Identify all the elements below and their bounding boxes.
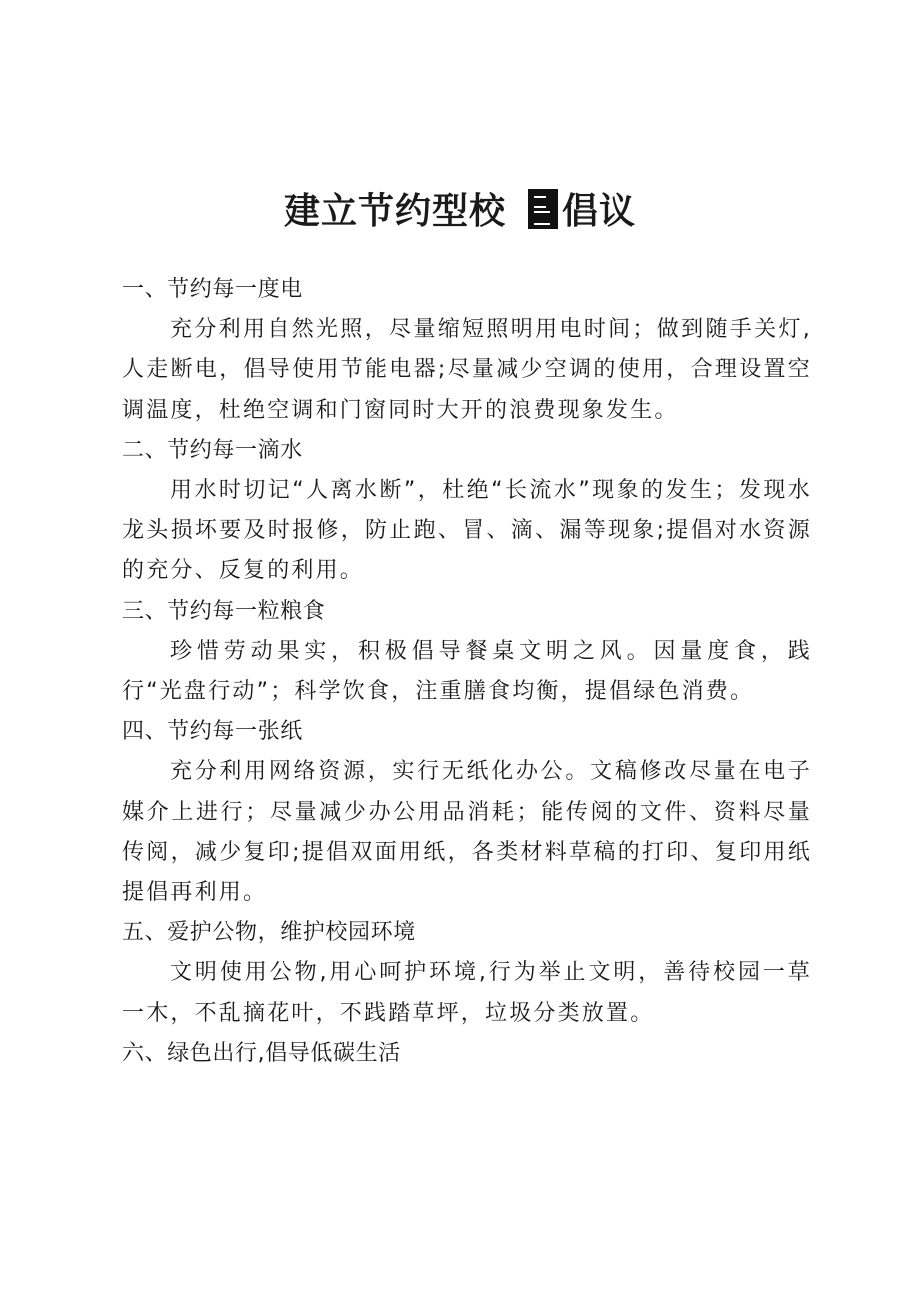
section-heading-property: 五、爱护公物，维护校园环境 (122, 920, 416, 946)
document-title (0, 188, 920, 236)
section-heading-water: 二、节约每一滴水 (122, 437, 303, 463)
title-text-end: 倡议 (562, 191, 637, 232)
section-heading-food: 三、节约每一粒粮食 (122, 598, 326, 624)
document-body (122, 270, 812, 1074)
title-text-start: 建立节约型校 (283, 191, 506, 232)
section-paragraph-water: 用水时切记“人离水断”，杜绝“长流水”现象的发生；发现水龙头损坏要及时报修，防止跑、冒、滴、漏等现象;提倡对水资源的充分、反复的利用。 (122, 478, 812, 584)
section-paragraph-paper: 充分利用网络资源，实行无纸化办公。文稿修改尽量在电子媒介上进行；尽量减少办公用品消耗；能传阅的文件、资料尽量传阅，减少复印;提倡双面用纸，各类材料草稿的打印、复印用纸提倡再利用。 (122, 759, 812, 906)
section-paragraph-electricity: 充分利用自然光照，尽量缩短照明用电时间；做到随手关灯,人走断电，倡导使用节能电器;尽量减少空调的使用，合理设置空调温度，杜绝空调和门窗同时大开的浪费现象发生。 (122, 317, 812, 423)
section-paragraph-property: 文明使用公物,用心呵护环境,行为举止文明，善待校园一草一木，不乱摘花叶，不践踏草坪，垃圾分类放置。 (122, 960, 812, 1026)
section-paragraph-food: 珍惜劳动果实，积极倡导餐桌文明之风。因量度食，践行“光盘行动”；科学饮食，注重膳食均衡，提倡绿色消费。 (122, 638, 812, 705)
section-heading-electricity: 一、节约每一度电 (122, 277, 303, 302)
garbled-glyph-icon (528, 189, 558, 229)
section-heading-green-travel: 六、绿色出行,倡导低碳生活 (122, 1040, 401, 1066)
section-heading-paper: 四、节约每一张纸 (122, 719, 303, 745)
